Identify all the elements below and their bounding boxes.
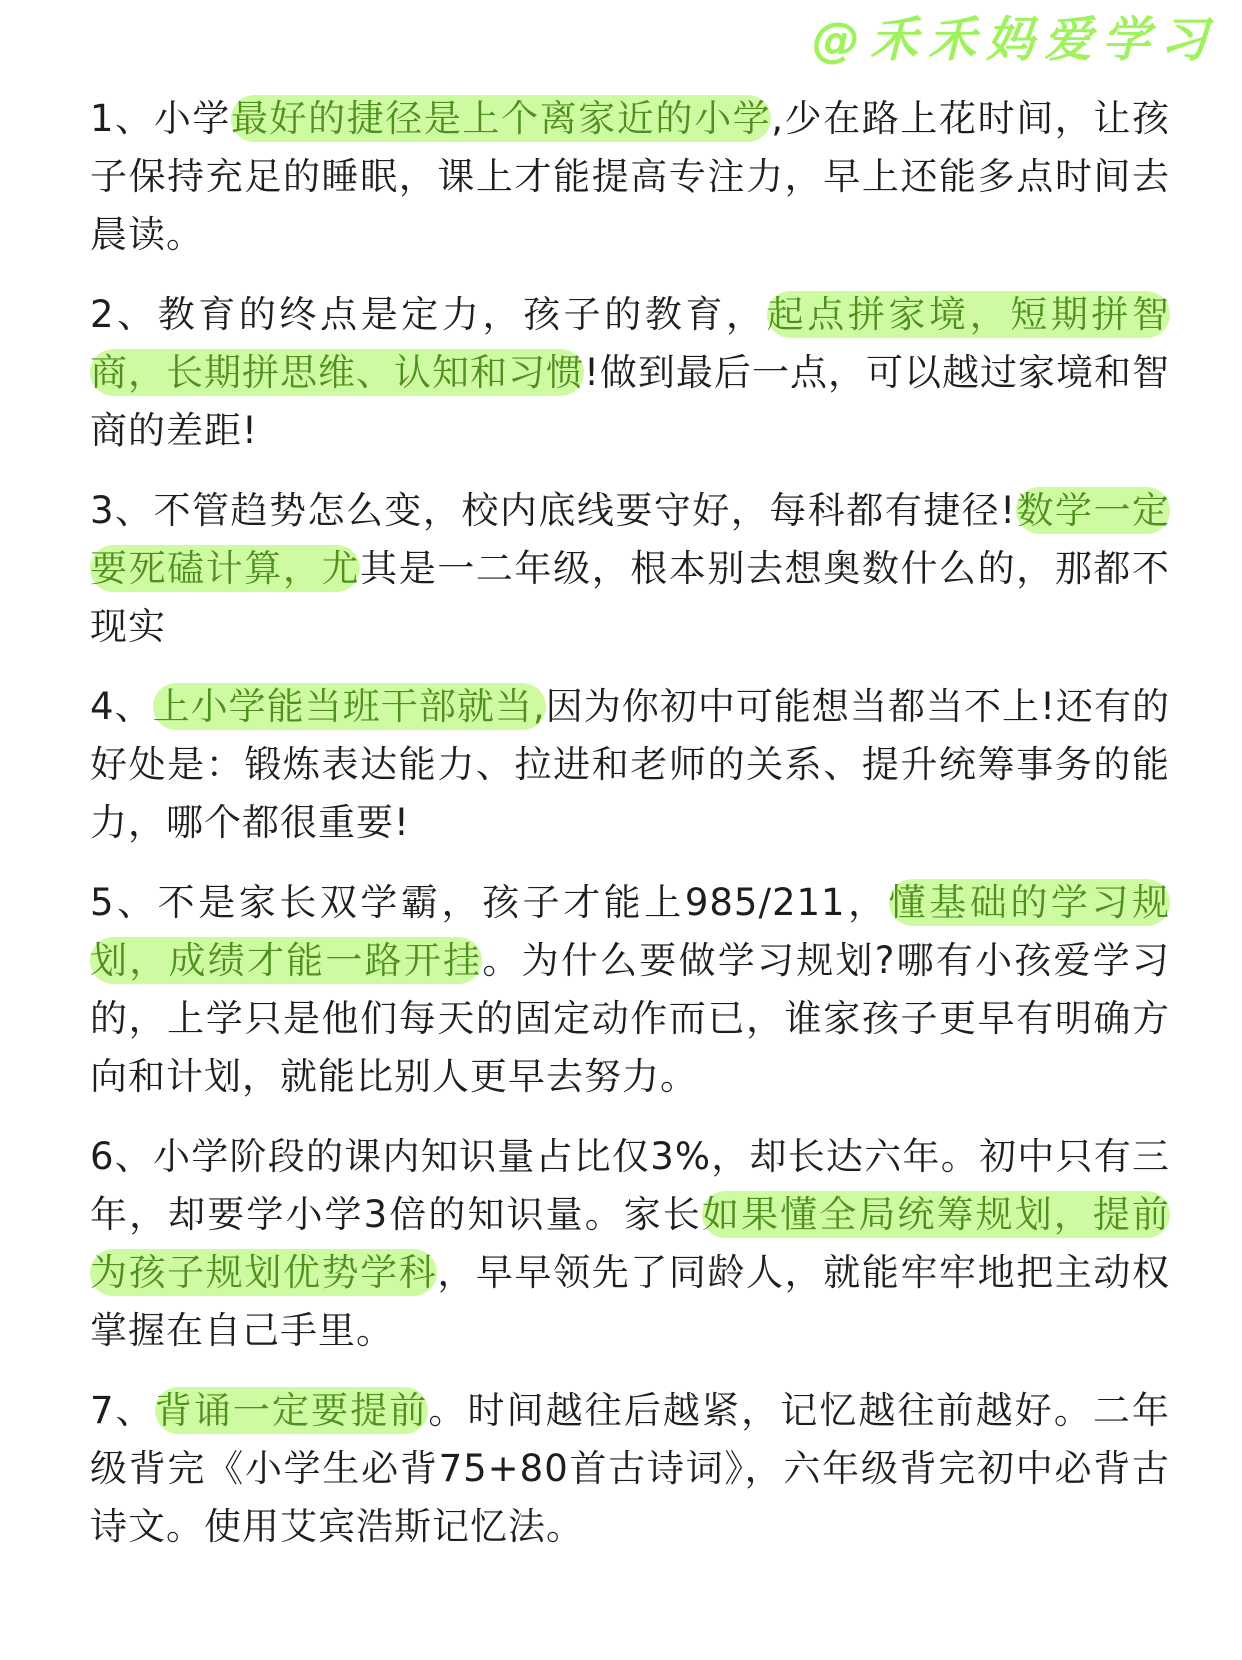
body-text: 。时间越往后越紧，记忆越往前越好。二年级背完《小学生必背75+80首古诗词》，六年级背完初中必背古诗文。使用艾宾浩斯记忆法。: [90, 1389, 1171, 1548]
body-text: !做到最后一点，可以越过家境和智商的差距!: [90, 351, 1170, 452]
tip-number: 2、: [90, 293, 158, 336]
body-text: 不管趋势怎么变，校内底线要守好，每科都有捷径!: [153, 489, 1017, 532]
highlighted-text: 如果懂全局统筹规划，提前为孩子规划优势学科: [90, 1193, 1170, 1294]
tip-number: 1、: [90, 97, 154, 140]
body-text: ，早早领先了同龄人，就能牢牢地把主动权掌握在自己手里。: [90, 1251, 1171, 1352]
tip-paragraph-3: [90, 482, 1170, 656]
highlighted-text: 起点拼家境，短期拼智商，长期拼思维、认知和习惯: [90, 293, 1171, 394]
body-text: 小学: [153, 97, 231, 140]
body-text: 其是一二年级，根本别去想奥数什么的，那都不现实: [90, 547, 1171, 648]
highlighted-text: 数学一定要死磕计算，尤: [90, 489, 1170, 590]
tip-number: 5、: [90, 881, 158, 924]
highlighted-text: 最好的捷径是上个离家近的小学: [230, 97, 772, 140]
tip-number: 4、: [90, 685, 153, 728]
body-text: 教育的终点是定力，孩子的教育，: [157, 293, 767, 336]
watermark: @禾禾妈爱学习: [811, 12, 1218, 68]
tip-paragraph-1: [90, 90, 1170, 264]
body-text: 因为你初中可能想当都当不上!还有的好处是：锻炼表达能力、拉进和老师的关系、提升统筹事务的能力，哪个都很重要!: [90, 685, 1170, 844]
tip-paragraph-2: [90, 286, 1170, 460]
article-body: [90, 90, 1170, 1578]
body-text: 小学阶段的课内知识量占比仅3%，却长达六年。初中只有三年，却要学小学3倍的知识量。家长: [90, 1135, 1170, 1236]
body-text: 。为什么要做学习规划?哪有小孩爱学习的，上学只是他们每天的固定动作而已，谁家孩子更早有明确方向和计划，就能比别人更早去努力。: [90, 939, 1171, 1098]
highlighted-text: 上小学能当班干部就当,: [152, 685, 546, 728]
highlighted-text: 背诵一定要提前: [154, 1389, 429, 1432]
highlighted-text: 懂基础的学习规划，成绩才能一路开挂: [90, 881, 1170, 982]
tip-paragraph-7: [90, 1382, 1170, 1556]
tip-paragraph-4: [90, 678, 1170, 852]
tip-paragraph-6: [90, 1128, 1170, 1360]
tip-number: 3、: [90, 489, 154, 532]
tip-number: 6、: [90, 1135, 154, 1178]
body-text: 不是家长双学霸，孩子才能上985/211，: [157, 881, 889, 924]
tip-paragraph-5: [90, 874, 1170, 1106]
tip-number: 7、: [90, 1389, 155, 1432]
body-text: ,少在路上花时间，让孩子保持充足的睡眠，课上才能提高专注力，早上还能多点时间去晨读。: [90, 97, 1171, 256]
